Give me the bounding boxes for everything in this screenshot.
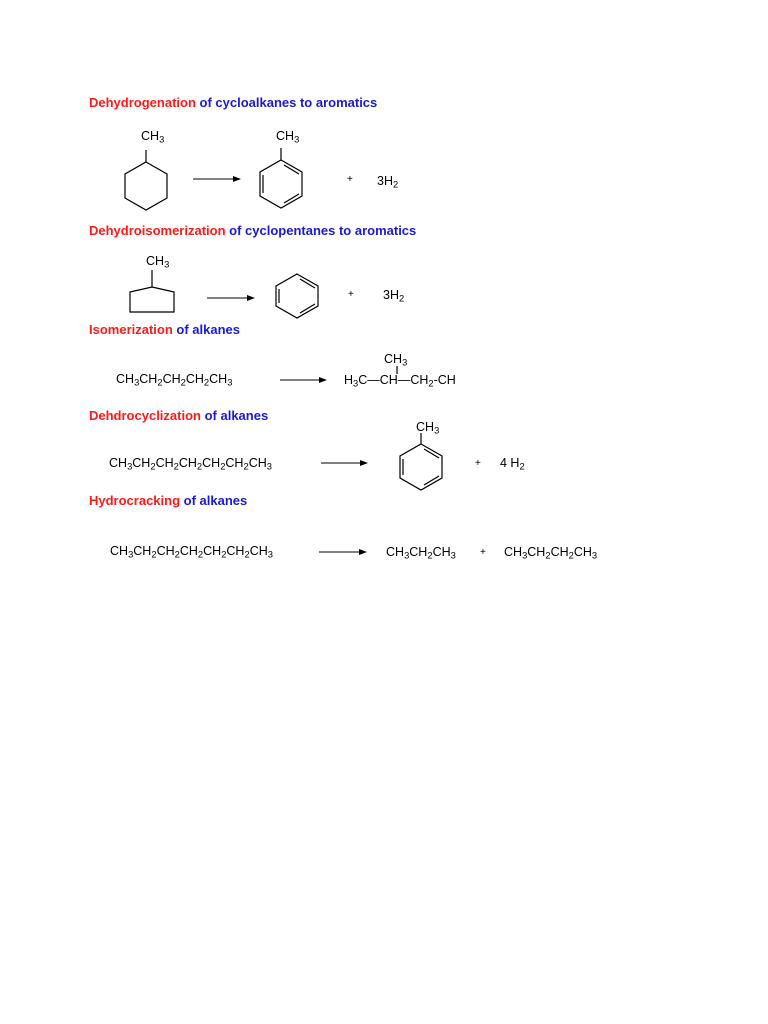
isopentane-formula: $H_3C—CH—CH_2-CH$ [344,373,456,389]
heptane-formula: $CH_3CH_2CH_2CH_2CH_2CH_2CH_3$ [110,544,273,560]
heading-term: Dehydrogenation [89,95,196,110]
heading-rest: of alkanes [204,408,269,423]
cyclohexane-ring [125,150,167,210]
heading-term: Isomerization [89,322,173,337]
reaction-arrow [280,377,327,383]
hydrogen-byproduct: $3H_2$ [383,288,405,304]
heading-rest: of cyclopentanes to aromatics [229,223,417,238]
methyl-group-label: $CH_3$ [141,129,165,145]
hydrogen-byproduct: $3H_2$ [377,174,399,190]
heading-rest: of cycloalkanes to aromatics [199,95,378,110]
plus-sign: + [475,458,481,469]
heading-term: Dehydroisomerization [89,223,226,238]
heading-term: Hydrocracking [89,493,181,508]
heading-term: Dehdrocyclization [89,408,201,423]
reaction-arrow [319,549,367,555]
methyl-group-label: $CH_3$ [276,129,300,145]
heading-rest: of alkanes [176,322,241,337]
plus-sign: + [347,174,353,185]
methyl-group-label: $CH_3$ [416,420,440,436]
plus-sign: + [348,289,354,300]
methyl-group-label: $CH_3$ [384,352,408,368]
plus-sign: + [480,547,486,558]
cyclopentane-ring [130,270,174,312]
reaction-arrow [193,176,241,182]
reaction-arrow [321,460,368,466]
methyl-group-label: $CH_3$ [146,254,170,270]
benzene-ring [276,274,318,318]
heading-rest: of alkanes [183,493,248,508]
butane-formula: $CH_3CH_2CH_2CH_3$ [504,545,598,561]
pentane-formula: $CH_3CH_2CH_2CH_2CH_3$ [116,372,233,388]
hydrogen-byproduct: 4 $H_2$ [500,456,525,472]
reaction-arrow [207,295,255,301]
propane-formula: $CH_3CH_2CH_3$ [386,545,456,561]
benzene-ring [260,148,302,208]
heptane-formula: $CH_3CH_2CH_2CH_2CH_2CH_2CH_3$ [109,456,272,472]
benzene-ring [400,433,442,490]
